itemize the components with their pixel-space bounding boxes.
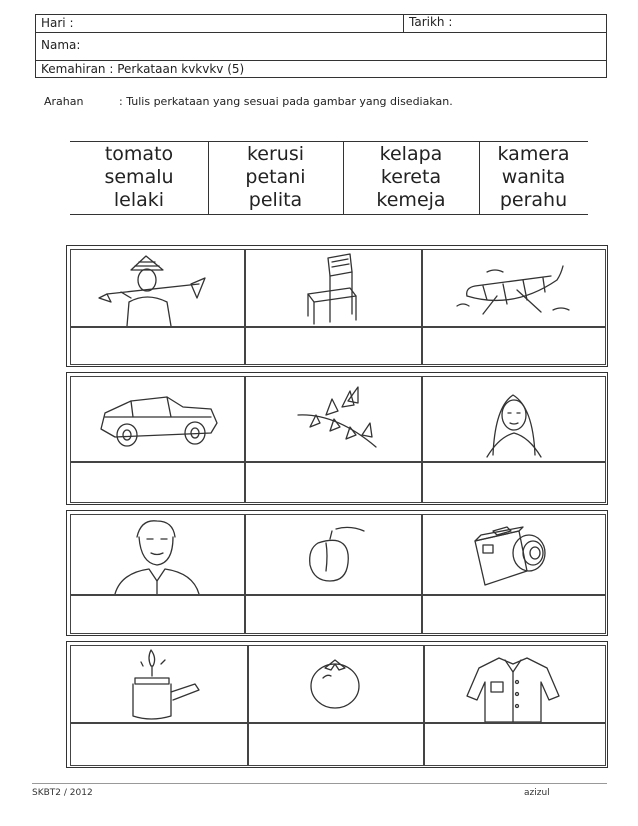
word-kelapa: kelapa: [379, 143, 443, 165]
picture-cell-shirt: [424, 645, 606, 723]
answer-box-camera[interactable]: [422, 595, 606, 634]
shirt-picture: [425, 646, 605, 722]
answer-box-lamp[interactable]: [70, 723, 248, 766]
farmer-picture: [71, 250, 244, 326]
camera-picture: [423, 515, 605, 594]
word-bank-table: [70, 141, 588, 215]
answer-box-coconut[interactable]: [245, 595, 422, 634]
instruction-label: Arahan: [44, 95, 84, 108]
picture-block-2: [66, 372, 608, 505]
word-bank-bottom-border: [70, 214, 588, 215]
picture-cell-man: [70, 514, 245, 595]
kemahiran-label: Kemahiran : Perkataan kvkvkv (5): [41, 62, 245, 76]
answer-box-boat[interactable]: [422, 327, 606, 365]
header-row-kemahiran: [35, 60, 607, 78]
word-kerusi: kerusi: [246, 143, 305, 165]
picture-cell-farmer: [70, 249, 245, 327]
answer-box-man[interactable]: [70, 595, 245, 634]
answer-box-tomato[interactable]: [248, 723, 424, 766]
boat-picture: [423, 250, 605, 326]
picture-cell-camera: [422, 514, 606, 595]
picture-cell-lamp: [70, 645, 248, 723]
word-perahu: perahu: [499, 189, 568, 211]
footer-rule: [32, 783, 607, 784]
answer-box-car[interactable]: [70, 462, 245, 503]
picture-cell-plant: [245, 376, 422, 462]
word-lelaki: lelaki: [113, 189, 165, 211]
hari-label: Hari :: [41, 16, 74, 30]
word-kamera: kamera: [497, 143, 570, 165]
word-bank-top-border: [70, 141, 588, 142]
chair-picture: [246, 250, 421, 326]
picture-block-3: [66, 510, 608, 636]
picture-cell-tomato: [248, 645, 424, 723]
picture-block-4: [66, 641, 608, 768]
answer-box-shirt[interactable]: [424, 723, 606, 766]
instruction-text: : Tulis perkataan yang sesuai pada gambar yang disediakan.: [119, 95, 453, 108]
answer-box-woman[interactable]: [422, 462, 606, 503]
picture-cell-chair: [245, 249, 422, 327]
picture-cell-boat: [422, 249, 606, 327]
man-picture: [71, 515, 244, 594]
lamp-picture: [71, 646, 247, 722]
nama-label: Nama:: [41, 38, 81, 52]
plant-picture: [246, 377, 421, 461]
tomato-picture: [249, 646, 423, 722]
coconut-picture: [246, 515, 421, 594]
header-row-hari: [35, 14, 607, 33]
answer-box-chair[interactable]: [245, 327, 422, 365]
picture-cell-coconut: [245, 514, 422, 595]
word-kemeja: kemeja: [376, 189, 446, 211]
word-wanita: wanita: [501, 166, 566, 188]
word-kereta: kereta: [380, 166, 442, 188]
answer-box-farmer[interactable]: [70, 327, 245, 365]
picture-block-1: [66, 245, 608, 367]
picture-cell-car: [70, 376, 245, 462]
car-picture: [71, 377, 244, 461]
word-tomato: tomato: [104, 143, 174, 165]
answer-box-plant[interactable]: [245, 462, 422, 503]
word-semalu: semalu: [104, 166, 174, 188]
header-row-nama: [35, 32, 607, 61]
tarikh-label: Tarikh :: [409, 15, 453, 29]
word-pelita: pelita: [248, 189, 303, 211]
woman-picture: [423, 377, 605, 461]
footer-left: SKBT2 / 2012: [32, 788, 93, 798]
footer-right: azizul: [524, 788, 550, 798]
tarikh-cell: [403, 14, 609, 33]
word-petani: petani: [245, 166, 306, 188]
picture-cell-woman: [422, 376, 606, 462]
